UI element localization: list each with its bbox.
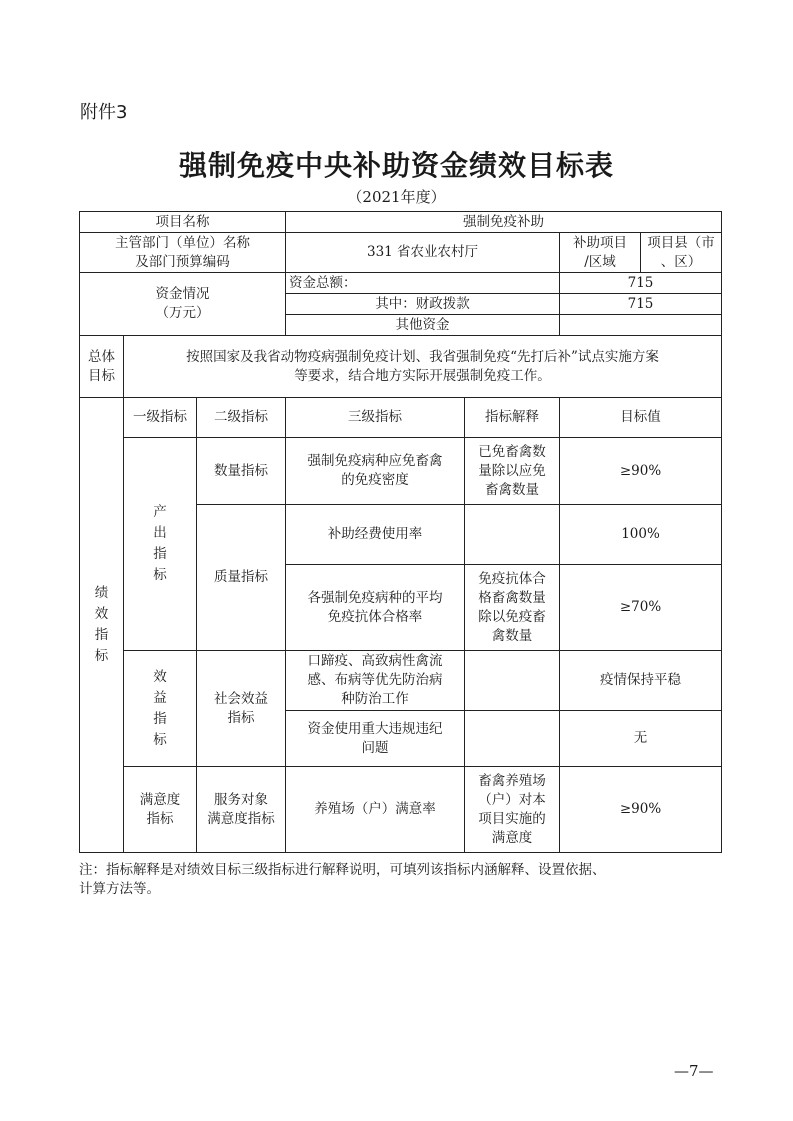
funds-total-value: 715 — [560, 273, 722, 294]
social-benefit-label-line-2: 指标 — [227, 709, 255, 726]
performance-label-char: 效 — [94, 606, 109, 622]
performance-target-table — [79, 211, 722, 853]
output-indicator-label — [124, 438, 197, 651]
benefit-explain-2 — [465, 711, 560, 767]
benefit-item-1-line-1: 口蹄疫、高致病性禽流 — [307, 653, 443, 669]
row-project-name — [80, 212, 722, 233]
satisfaction-target: ≥90% — [560, 767, 722, 853]
satisfaction-explain-line-3: 项目实施的 — [478, 810, 546, 827]
benefit-item-2-line-2: 问题 — [361, 739, 389, 756]
quantity-explain-line-3: 畜禽数量 — [485, 481, 540, 498]
row-funds-total — [80, 273, 722, 294]
benefit-item-2 — [286, 711, 465, 767]
subsidy-area-label-line-2: /区域 — [584, 253, 616, 270]
department-label-line-2: 及部门预算编码 — [135, 253, 230, 270]
social-benefit-label — [197, 651, 286, 767]
quantity-item — [286, 438, 465, 505]
quality-explain-2-line-2: 格畜禽数量 — [478, 589, 546, 606]
satisfaction-explain-line-1: 畜禽养殖场 — [478, 772, 546, 789]
performance-label-char: 绩 — [94, 585, 109, 601]
department-label — [80, 233, 286, 273]
funds-label-line-1: 资金情况 — [155, 286, 210, 302]
quality-item-2 — [286, 565, 465, 651]
social-benefit-label-line-1: 社会效益 — [214, 690, 268, 707]
subsidy-area-label-line-1: 补助项目 — [573, 234, 628, 251]
page-number: —7— — [674, 1062, 714, 1080]
overall-target-label — [80, 336, 124, 398]
output-label-char: 标 — [153, 567, 167, 583]
header-target: 目标值 — [560, 398, 722, 438]
benefit-indicator-label — [124, 651, 197, 767]
benefit-item-1 — [286, 651, 465, 711]
department-label-line-1: 主管部门（单位）名称 — [115, 234, 250, 251]
row-output-quantity — [80, 438, 722, 505]
header-level3: 三级指标 — [286, 398, 465, 438]
funds-total-label: 资金总额： — [286, 273, 560, 294]
satisfaction-explain-line-2: （户）对本 — [478, 791, 546, 808]
funds-fiscal-label: 其中：财政拨款 — [286, 294, 560, 315]
row-performance-header — [80, 398, 722, 438]
quantity-item-line-1: 强制免疫病种应免畜禽 — [307, 453, 443, 469]
satisfaction-sub-label-line-1: 服务对象 — [214, 791, 268, 808]
quality-explain-2-line-3: 除以免疫畜 — [478, 608, 546, 625]
funds-label — [80, 273, 286, 336]
funds-other-label: 其他资金 — [286, 315, 560, 336]
benefit-target-1: 疫情保持平稳 — [560, 651, 722, 711]
footnote-line-1: 注：指标解释是对绩效目标三级指标进行解释说明，可填列该指标内涵解释、设置依据、 — [79, 862, 606, 878]
quality-explain-2-line-4: 禽数量 — [491, 627, 533, 644]
benefit-label-char: 指 — [153, 710, 167, 727]
quality-item-1: 补助经费使用率 — [286, 505, 465, 565]
quantity-indicator-label: 数量指标 — [197, 438, 286, 505]
benefit-item-1-line-3: 种防治工作 — [341, 691, 409, 707]
department-value: 331 省农业农村厅 — [286, 233, 560, 273]
quality-explain-1 — [465, 505, 560, 565]
project-name-label: 项目名称 — [80, 212, 286, 233]
subsidy-area-value-line-2: 、区） — [660, 253, 702, 270]
performance-label — [80, 398, 124, 853]
benefit-label-char: 效 — [153, 668, 167, 685]
satisfaction-label-line-2: 指标 — [146, 810, 174, 827]
subsidy-area-value — [641, 233, 722, 273]
output-label-char: 产 — [153, 504, 167, 520]
quality-target-1: 100% — [560, 505, 722, 565]
footnote-line-2: 计算方法等。 — [79, 881, 160, 897]
attachment-label: 附件3 — [80, 102, 128, 123]
quality-target-2: ≥70% — [560, 565, 722, 651]
benefit-label-char: 益 — [153, 689, 167, 706]
quality-explain-2 — [465, 565, 560, 651]
performance-label-char: 标 — [94, 648, 109, 664]
document-title: 强制免疫中央补助资金绩效目标表 — [178, 149, 614, 182]
overall-target-text-line-2: 等要求，结合地方实际开展强制免疫工作。 — [294, 367, 551, 384]
row-satisfaction — [80, 767, 722, 853]
quality-explain-2-line-1: 免疫抗体合 — [478, 570, 546, 587]
satisfaction-explain — [465, 767, 560, 853]
satisfaction-indicator-label — [124, 767, 197, 853]
subsidy-area-label — [560, 233, 641, 273]
row-benefit-1 — [80, 651, 722, 711]
overall-target-text — [124, 336, 722, 398]
quantity-explain-line-1: 已免畜禽数 — [478, 443, 546, 460]
subsidy-area-value-line-1: 项目县（市 — [647, 234, 715, 251]
overall-target-label-line-2: 目标 — [88, 367, 115, 384]
funds-label-line-2: （万元） — [155, 305, 210, 321]
performance-label-char: 指 — [94, 627, 109, 643]
satisfaction-sub-label — [197, 767, 286, 853]
quality-item-2-line-1: 各强制免疫病种的平均 — [307, 589, 443, 606]
document-year: （2021年度） — [347, 188, 446, 206]
header-level2: 二级指标 — [197, 398, 286, 438]
output-label-char: 指 — [153, 546, 167, 562]
quantity-explain-line-2: 量除以应免 — [478, 462, 546, 479]
benefit-item-1-line-2: 感、布病等优先防治病 — [307, 672, 443, 688]
project-name-value: 强制免疫补助 — [286, 212, 722, 233]
quality-indicator-label: 质量指标 — [197, 505, 286, 651]
header-explain: 指标解释 — [465, 398, 560, 438]
benefit-label-char: 标 — [153, 731, 167, 748]
benefit-item-2-line-1: 资金使用重大违规违纪 — [307, 720, 443, 737]
satisfaction-explain-line-4: 满意度 — [491, 829, 533, 846]
output-label-char: 出 — [153, 525, 167, 541]
quantity-item-line-2: 的免疫密度 — [341, 472, 409, 488]
row-overall-target — [80, 336, 722, 398]
quality-item-2-line-2: 免疫抗体合格率 — [327, 608, 423, 625]
satisfaction-label-line-1: 满意度 — [139, 791, 181, 808]
overall-target-label-line-1: 总体 — [88, 348, 115, 365]
row-department — [80, 233, 722, 273]
footnote — [79, 861, 729, 899]
funds-other-value — [560, 315, 722, 336]
header-level1: 一级指标 — [124, 398, 197, 438]
quantity-explain — [465, 438, 560, 505]
funds-fiscal-value: 715 — [560, 294, 722, 315]
satisfaction-item: 养殖场（户）满意率 — [286, 767, 465, 853]
satisfaction-sub-label-line-2: 满意度指标 — [207, 810, 275, 827]
overall-target-text-line-1: 按照国家及我省动物疫病强制免疫计划、我省强制免疫“先打后补”试点实施方案 — [186, 348, 659, 365]
benefit-explain-1 — [465, 651, 560, 711]
benefit-target-2: 无 — [560, 711, 722, 767]
quantity-target: ≥90% — [560, 438, 722, 505]
